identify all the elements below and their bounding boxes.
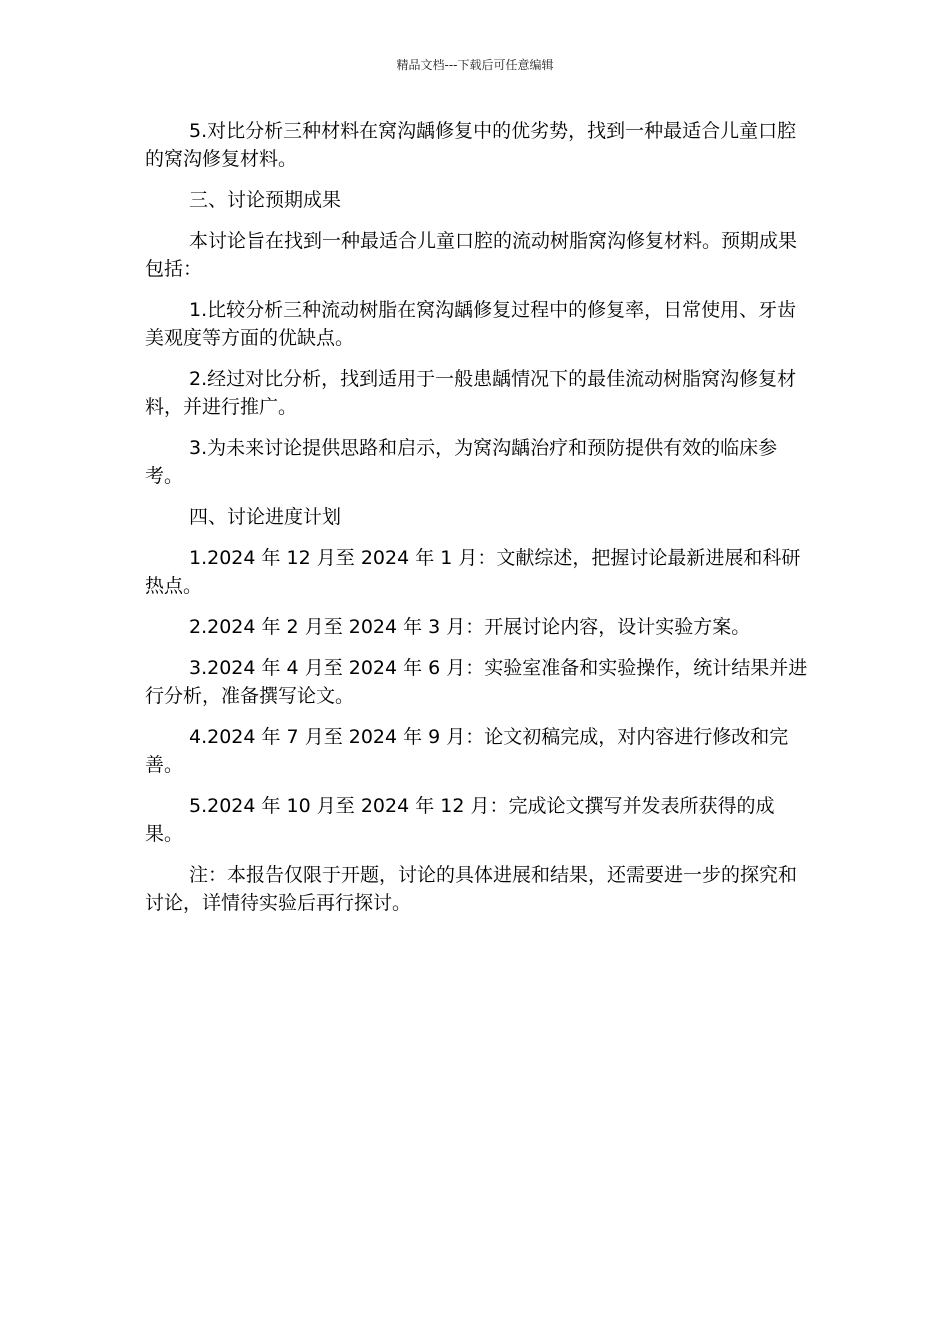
paragraph-expected-3: 3.为未来讨论提供思路和启示，为窝沟龋治疗和预防提供有效的临床参考。 <box>145 437 778 487</box>
paragraph-schedule-4: 4.2024 年 7 月至 2024 年 9 月：论文初稿完成，对内容进行修改和完善。 <box>145 726 789 776</box>
paragraph-note: 注：本报告仅限于开题，讨论的具体进展和结果，还需要进一步的探究和讨论，详情待实验后再行探讨。 <box>145 864 798 914</box>
section-heading-schedule: 四、讨论进度计划 <box>189 506 342 528</box>
paragraph-expected-intro: 本讨论旨在找到一种最适合儿童口腔的流动树脂窝沟修复材料。预期成果包括： <box>145 230 798 280</box>
paragraph-schedule-2: 2.2024 年 2 月至 2024 年 3 月：开展讨论内容，设计实验方案。 <box>189 616 751 638</box>
paragraph-schedule-1: 1.2024 年 12 月至 2024 年 1 月：文献综述，把握讨论最新进展和科研热点。 <box>145 547 801 597</box>
paragraph-schedule-5: 5.2024 年 10 月至 2024 年 12 月：完成论文撰写并发表所获得的成果。 <box>145 795 775 845</box>
page-header: 精品文档---下载后可任意编辑 <box>396 58 554 72</box>
document-body <box>145 117 810 930</box>
paragraph-expected-1: 1.比较分析三种流动树脂在窝沟龋修复过程中的修复率，日常使用、牙齿美观度等方面的优缺点。 <box>145 299 797 349</box>
paragraph-expected-2: 2.经过对比分析，找到适用于一般患龋情况下的最佳流动树脂窝沟修复材料，并进行推广。 <box>145 368 797 418</box>
section-heading-expected-results: 三、讨论预期成果 <box>189 189 342 211</box>
paragraph-schedule-3: 3.2024 年 4 月至 2024 年 6 月：实验室准备和实验操作，统计结果并进行分析，准备撰写论文。 <box>145 657 808 707</box>
paragraph-objective-5: 5.对比分析三种材料在窝沟龋修复中的优劣势，找到一种最适合儿童口腔的窝沟修复材料。 <box>145 120 797 170</box>
